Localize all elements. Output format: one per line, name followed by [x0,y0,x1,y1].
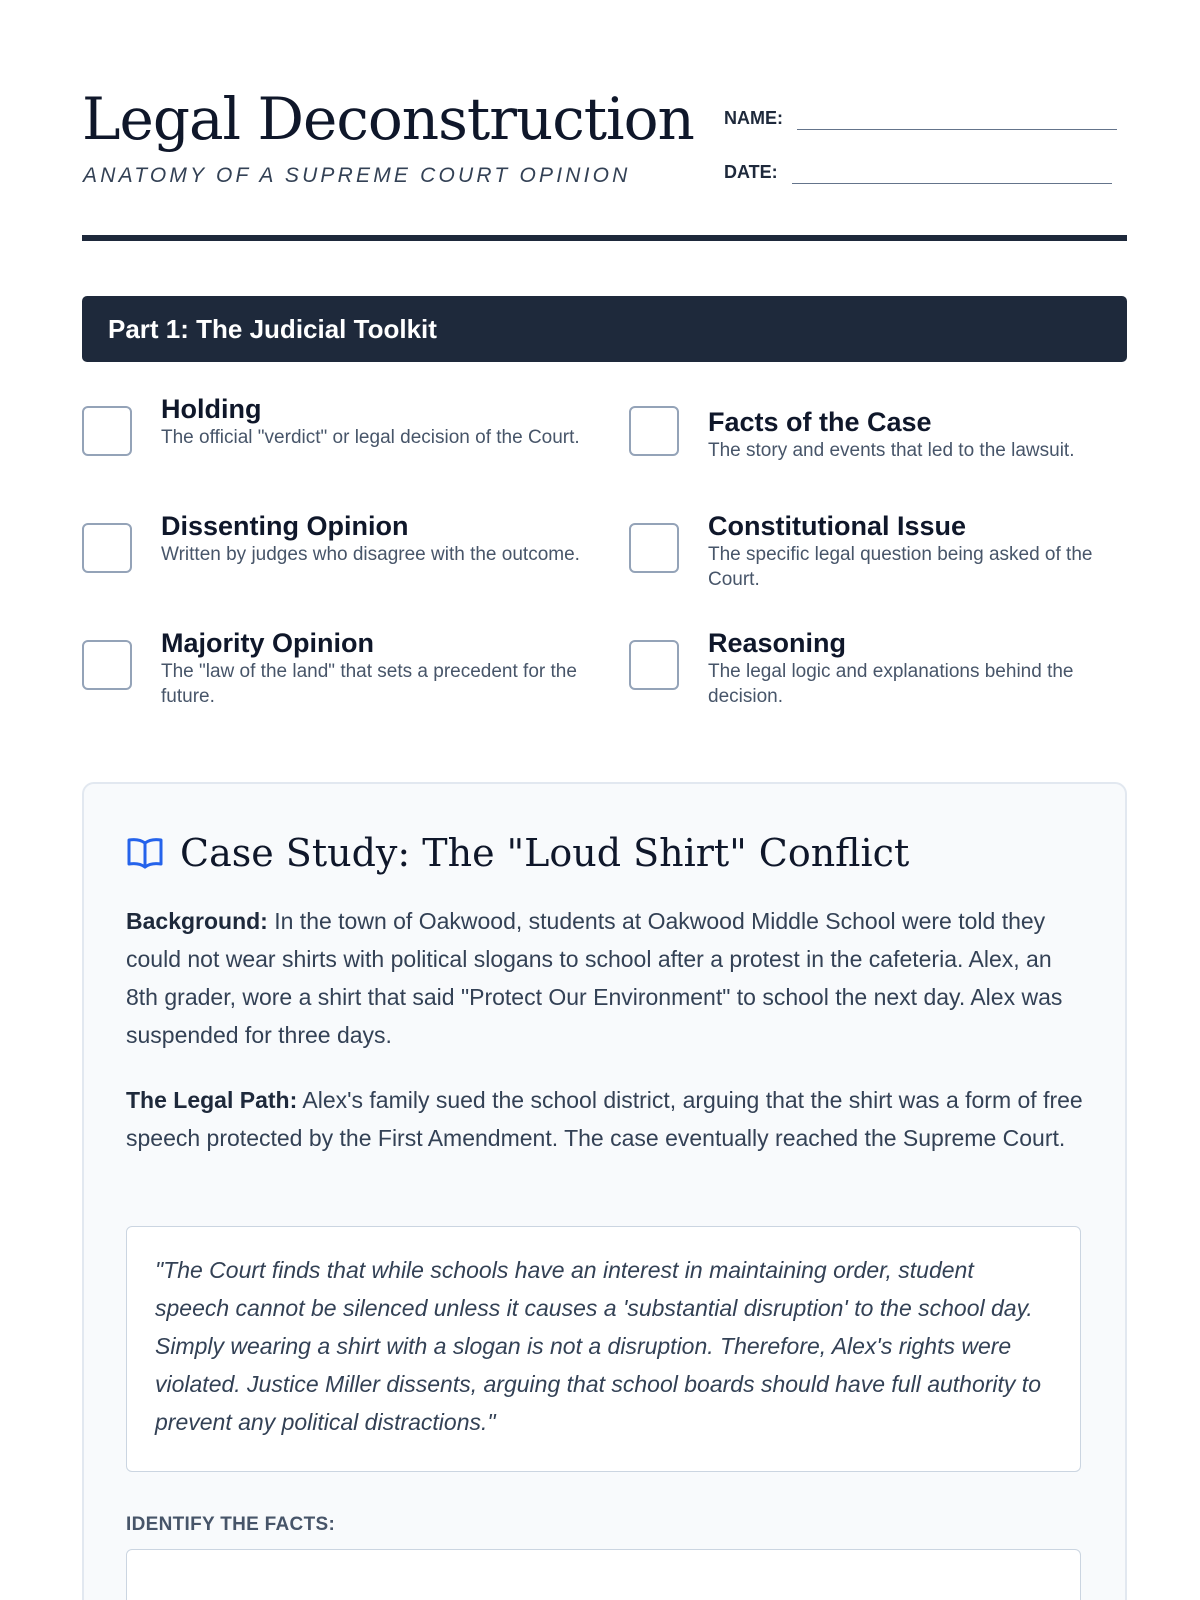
toolkit-item-dissenting-opinion [82,510,602,610]
toolkit-text [161,627,591,709]
toolkit-text [708,627,1138,709]
page-subtitle: ANATOMY OF A SUPREME COURT OPINION [83,164,631,187]
page-title: Legal Deconstruction [82,85,694,153]
toolkit-text [708,510,1138,592]
toolkit-term: Constitutional Issue [708,511,967,541]
toolkit-term: Majority Opinion [161,628,374,658]
background-label: Background: [126,908,268,934]
identify-facts-label: IDENTIFY THE FACTS: [126,1514,336,1535]
part-1-heading: Part 1: The Judicial Toolkit [82,296,1127,362]
toolkit-item-reasoning [629,627,1149,727]
court-opinion-quote: "The Court finds that while schools have an interest in maintaining order, student speech cannot be silenced unless it causes a 'substantial disruption' to the school day. Simply wearing a shirt with a slogan is not a disruption. Therefore, Alex's rights were violated. Justice Miller dissents, arguing that school boards should have full authority to prevent any political distractions." [126,1226,1081,1472]
background-text: In the town of Oakwood, students at Oakwood Middle School were told they could not wear shirts with political slogans to school after a protest in the cafeteria. Alex, an 8th grader, wore a shirt that said "Protect Our Environment" to school the next day. Alex was suspended for three days. [126,908,1063,1048]
toolkit-term: Dissenting Opinion [161,511,409,541]
legal-path-label: The Legal Path: [126,1087,298,1113]
toolkit-item-holding [82,393,602,493]
match-box[interactable] [82,640,132,690]
case-study-heading [126,826,909,880]
toolkit-item-facts [629,393,1149,493]
date-label: DATE: [724,162,778,182]
match-box[interactable] [629,406,679,456]
legal-path-text: Alex's family sued the school district, arguing that the shirt was a form of free speech protected by the First Amendment. The case eventually reached the Supreme Court. [126,1087,1083,1151]
toolkit-definition: Written by judges who disagree with the outcome. [161,544,580,565]
case-study-title: Case Study: The "Loud Shirt" Conflict [180,831,910,875]
toolkit-term: Reasoning [708,628,847,658]
case-study-card [82,782,1127,1600]
match-box[interactable] [82,406,132,456]
worksheet-header [82,84,1127,244]
match-box[interactable] [629,523,679,573]
toolkit-item-majority-opinion [82,627,602,727]
toolkit-term: Holding [161,394,262,424]
toolkit-item-constitutional-issue [629,510,1149,610]
name-label: NAME: [724,108,783,128]
toolkit-definition: The "law of the land" that sets a precedent for the future. [161,661,577,707]
date-field[interactable] [792,161,1112,184]
toolkit-text [708,406,1138,463]
case-background-paragraph [126,902,1086,1054]
name-field[interactable] [797,107,1117,130]
date-row [724,160,1112,184]
toolkit-definition: The story and events that led to the lawsuit. [708,440,1075,461]
name-row [724,106,1117,130]
toolkit-term: Facts of the Case [708,407,932,437]
header-divider [82,235,1127,241]
book-open-icon [126,836,164,870]
toolkit-definition: The legal logic and explanations behind the decision. [708,661,1074,707]
case-legal-path-paragraph [126,1081,1086,1157]
toolkit-text [161,510,591,567]
match-box[interactable] [82,523,132,573]
match-box[interactable] [629,640,679,690]
toolkit-text [161,393,591,450]
toolkit-definition: The specific legal question being asked of the Court. [708,544,1093,590]
toolkit-definition: The official "verdict" or legal decision of the Court. [161,427,580,448]
identify-facts-field[interactable] [126,1549,1081,1600]
